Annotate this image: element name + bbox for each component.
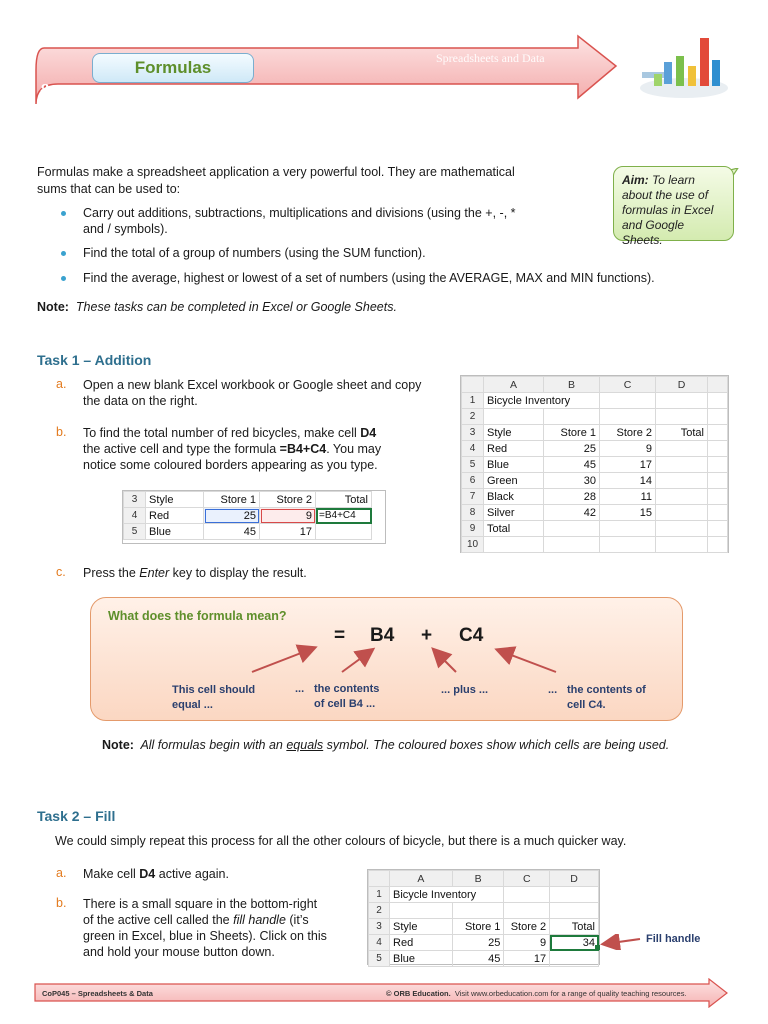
cell-d4-formula: =B4+C4 <box>316 508 372 524</box>
footer-course-code: CoP045 – Spreadsheets & Data <box>42 989 153 998</box>
task1-c-line: Press the Enter key to display the result. <box>83 566 307 580</box>
table-row: 10 <box>462 537 728 553</box>
formula-b4: B4 <box>370 625 395 646</box>
bullet-icon <box>61 211 66 216</box>
step-letter: b. <box>56 896 67 910</box>
column-header: D <box>550 871 599 887</box>
table-row: 7 Black 28 11 <box>462 489 728 505</box>
task1-b-line-1: To find the total number of red bicycles, make cell D4 <box>83 426 377 440</box>
table-row: 5 Blue 45 17 <box>462 457 728 473</box>
column-header: D <box>656 377 708 393</box>
task-2-heading: Task 2 – Fill <box>37 808 116 824</box>
task1-a-line-2: the data on the right. <box>83 394 198 408</box>
explanation-arrows-icon <box>230 640 570 690</box>
task1-b-line-2: the active cell and type the formula =B4+C4. You may <box>83 442 382 456</box>
table-row: 5 Blue 45 17 <box>124 524 372 540</box>
label-dots: ... <box>295 683 305 695</box>
column-header: A <box>390 871 453 887</box>
column-header: C <box>504 871 550 887</box>
corner-cell <box>369 871 390 887</box>
task-1-heading: Task 1 – Addition <box>37 352 152 368</box>
note-2: Note: All formulas begin with an equals symbol. The coloured boxes show which cells are being used. <box>102 738 670 752</box>
equals-symbol: = <box>334 625 346 646</box>
table-row: 5 Blue 45 17 <box>369 951 599 967</box>
bullet-icon <box>61 251 66 256</box>
step-letter: b. <box>56 425 67 439</box>
step-letter: c. <box>56 565 66 579</box>
task1-b-line-3: notice some coloured borders appearing as you type. <box>83 458 378 472</box>
table-row: 3 Style Store 1 Store 2 Total <box>462 425 728 441</box>
table-row: 3 Style Store 1 Store 2 Total <box>369 919 599 935</box>
table-row: 4 Red 25 9 34 <box>369 935 599 951</box>
column-header: B <box>452 871 504 887</box>
table-row: 2 <box>369 903 599 919</box>
bullet-1-line-2: and / symbols). <box>83 222 168 236</box>
task2-b-line-1: There is a small square in the bottom-right <box>83 897 318 911</box>
task1-a-line-1: Open a new blank Excel workbook or Google sheet and copy <box>83 378 422 392</box>
spreadsheet-bicycle-inventory <box>460 375 729 553</box>
bullet-icon <box>61 276 66 281</box>
table-row: 1 Bicycle Inventory <box>369 887 599 903</box>
table-row: 6 Green 30 14 <box>462 473 728 489</box>
spreadsheet-fill-handle <box>367 869 600 965</box>
column-header <box>708 377 728 393</box>
column-header: A <box>484 377 544 393</box>
table-row: 4 Red 25 9 <box>462 441 728 457</box>
task2-b-line-3: green in Excel, blue in Sheets). Click on this <box>83 929 327 943</box>
cell-d4-active: 34 <box>550 935 599 951</box>
table-row: 4 Red 25 9 =B4+C4 <box>124 508 372 524</box>
step-letter: a. <box>56 377 67 391</box>
table-row: 2 <box>462 409 728 425</box>
corner-cell <box>462 377 484 393</box>
bullet-2: Find the total of a group of numbers (using the SUM function). <box>83 246 426 260</box>
bullet-3: Find the average, highest or lowest of a set of numbers (using the AVERAGE, MAX and MIN functions). <box>83 271 655 285</box>
page-title: Formulas <box>92 53 254 83</box>
table-row: 8 Silver 42 15 <box>462 505 728 521</box>
task2-b-line-2: of the active cell called the fill handle (it’s <box>83 913 309 927</box>
intro-line-2: sums that can be used to: <box>37 182 181 196</box>
aim-callout: Aim: To learn about the use of formulas in Excel and Google Sheets. <box>613 166 734 241</box>
spreadsheet-formula-preview <box>122 490 386 544</box>
banner-subtitle: Spreadsheets and Data <box>436 51 545 65</box>
fill-handle-arrow-icon <box>600 934 644 950</box>
label-plus: ... plus ... <box>441 684 489 696</box>
label-this-cell: This cell should equal ... <box>172 684 256 711</box>
bar-chart-logo-icon <box>634 32 732 102</box>
bullet-1-line-1: Carry out additions, subtractions, multiplications and divisions (using the +, -, * <box>83 206 516 220</box>
formula-c4: C4 <box>459 625 484 646</box>
note-1: Note: These tasks can be completed in Excel or Google Sheets. <box>37 300 397 314</box>
task2-b-line-4: and hold your mouse button down. <box>83 945 275 959</box>
table-row: 1 Bicycle Inventory <box>462 393 728 409</box>
table-row: 9 Total <box>462 521 728 537</box>
column-header: B <box>544 377 600 393</box>
intro-line-1: Formulas make a spreadsheet application a very powerful tool. They are mathematical <box>37 165 515 179</box>
plus-symbol: + <box>421 625 433 646</box>
formula-explanation-title: What does the formula mean? <box>108 609 287 623</box>
table-row: 3 Style Store 1 Store 2 Total <box>124 492 372 508</box>
label-dots: ... <box>548 684 558 696</box>
task2-a-line: Make cell D4 active again. <box>83 867 229 881</box>
label-contents-c4: the contents of cell C4. <box>567 684 646 711</box>
task2-intro: We could simply repeat this process for all the other colours of bicycle, but there is a much quicker way. <box>55 834 627 848</box>
step-letter: a. <box>56 866 67 880</box>
cell-c4-highlight: 9 <box>260 508 316 524</box>
chapter-number: 8 <box>40 80 49 99</box>
label-contents-b4: the contents of cell B4 ... <box>314 683 380 710</box>
footer-copyright: © ORB Education. Visit www.orbeducation.com for a range of quality teaching resources. <box>386 989 687 998</box>
fill-handle-label: Fill handle <box>646 933 701 945</box>
column-header: C <box>600 377 656 393</box>
cell-b4-highlight: 25 <box>204 508 260 524</box>
